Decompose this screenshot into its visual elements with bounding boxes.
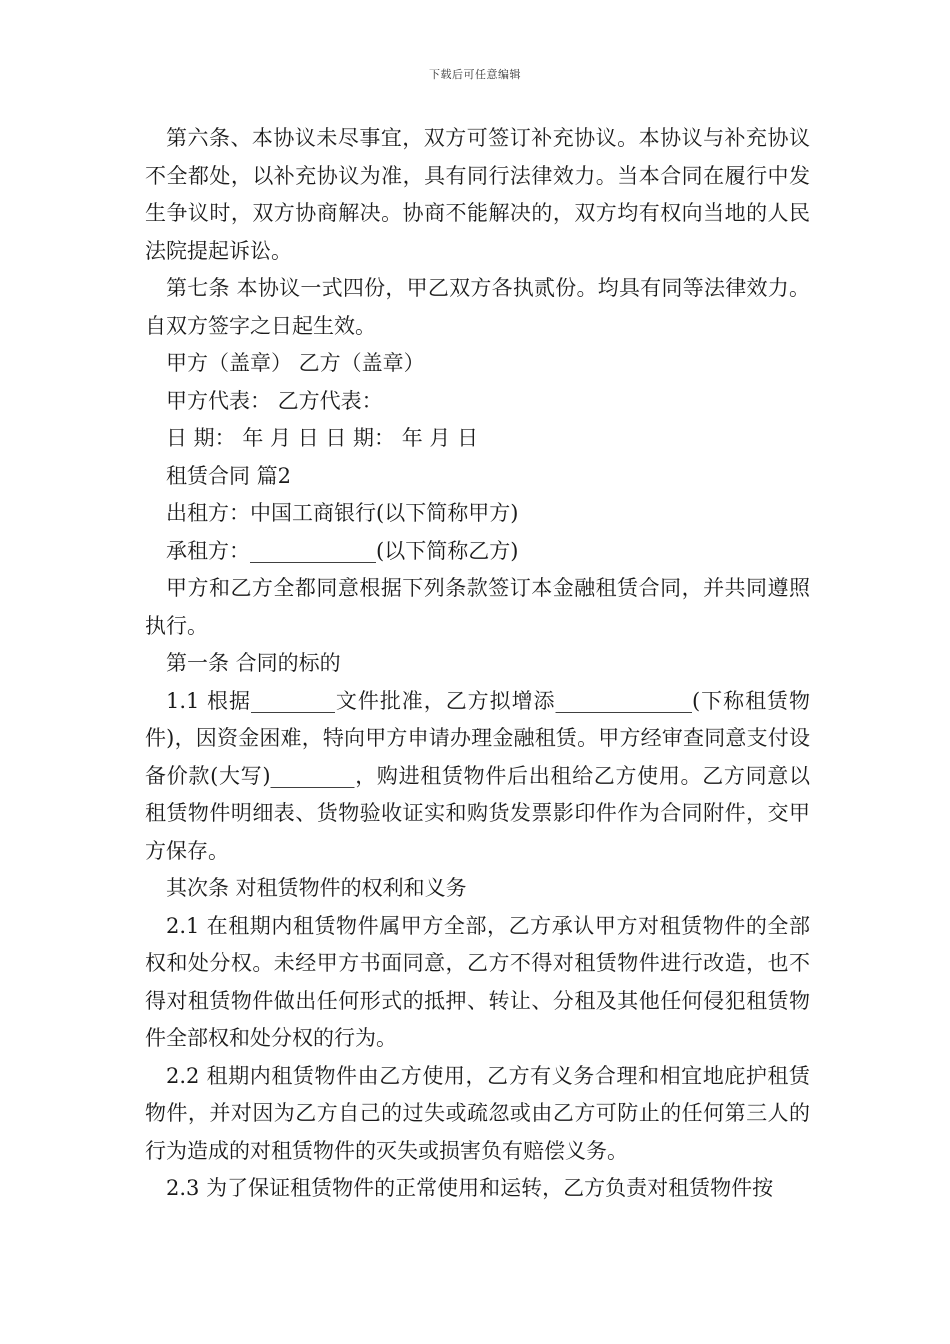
agreement-intro: 甲方和乙方全都同意根据下列条款签订本金融租赁合同，并共同遵照执行。 (145, 576, 810, 638)
article-two-heading: 其次条 对租赁物件的权利和义务 (166, 876, 467, 900)
document-body (145, 120, 810, 1208)
clause-six: 第六条、本协议未尽事宜，双方可签订补充协议。本协议与补充协议不全都处，以补充协议为准，具有同行法律效力。当本合同在履行中发生争议时，双方协商解决。协商不能解决的，双方均有权向当地的人民法院提起诉讼。 (145, 126, 810, 263)
party-seal-line: 甲方（盖章） 乙方（盖章） (166, 351, 425, 375)
page-header: 下载后可任意编辑 (429, 68, 521, 81)
clause-2-1: 2.1 在租期内租赁物件属甲方全部，乙方承认甲方对租赁物件的全部权和处分权。未经甲方书面同意，乙方不得对租赁物件进行改造，也不得对租赁物件做出任何形式的抵押、转让、分租及其他任何侵犯租赁物件全部权和处分权的行为。 (145, 913, 810, 1050)
lessee-line: 承租方：____________(以下简称乙方) (166, 538, 519, 563)
date-line: 日 期： 年 月 日 日 期： 年 月 日 (166, 426, 479, 450)
clause-2-3: 2.3 为了保证租赁物件的正常使用和运转，乙方负责对租赁物件按 (166, 1176, 774, 1200)
clause-1-1: 1.1 根据________文件批准，乙方拟增添_____________(下称租赁物件)，因资金困难，特向甲方申请办理金融租赁。甲方经审查同意支付设备价款(大写)________，购进租赁物件后出租给乙方使用。乙方同意以租赁物件明细表、货物验收证实和购货发票影印件作为合同附件，交甲方保存。 (145, 688, 810, 863)
section-title: 租赁合同 篇2 (166, 463, 292, 488)
clause-2-2: 2.2 租期内租赁物件由乙方使用，乙方有义务合理和相宜地庇护租赁物件，并对因为乙方自己的过失或疏忽或由乙方可防止的任何第三人的行为造成的对租赁物件的灭失或损害负有赔偿义务。 (145, 1063, 810, 1163)
clause-seven: 第七条 本协议一式四份，甲乙双方各执贰份。均具有同等法律效力。自双方签字之日起生效。 (145, 276, 810, 338)
party-representative-line: 甲方代表： 乙方代表： (166, 388, 383, 413)
lessor-line: 出租方：中国工商银行(以下简称甲方) (166, 501, 519, 525)
article-one-heading: 第一条 合同的标的 (166, 651, 341, 675)
